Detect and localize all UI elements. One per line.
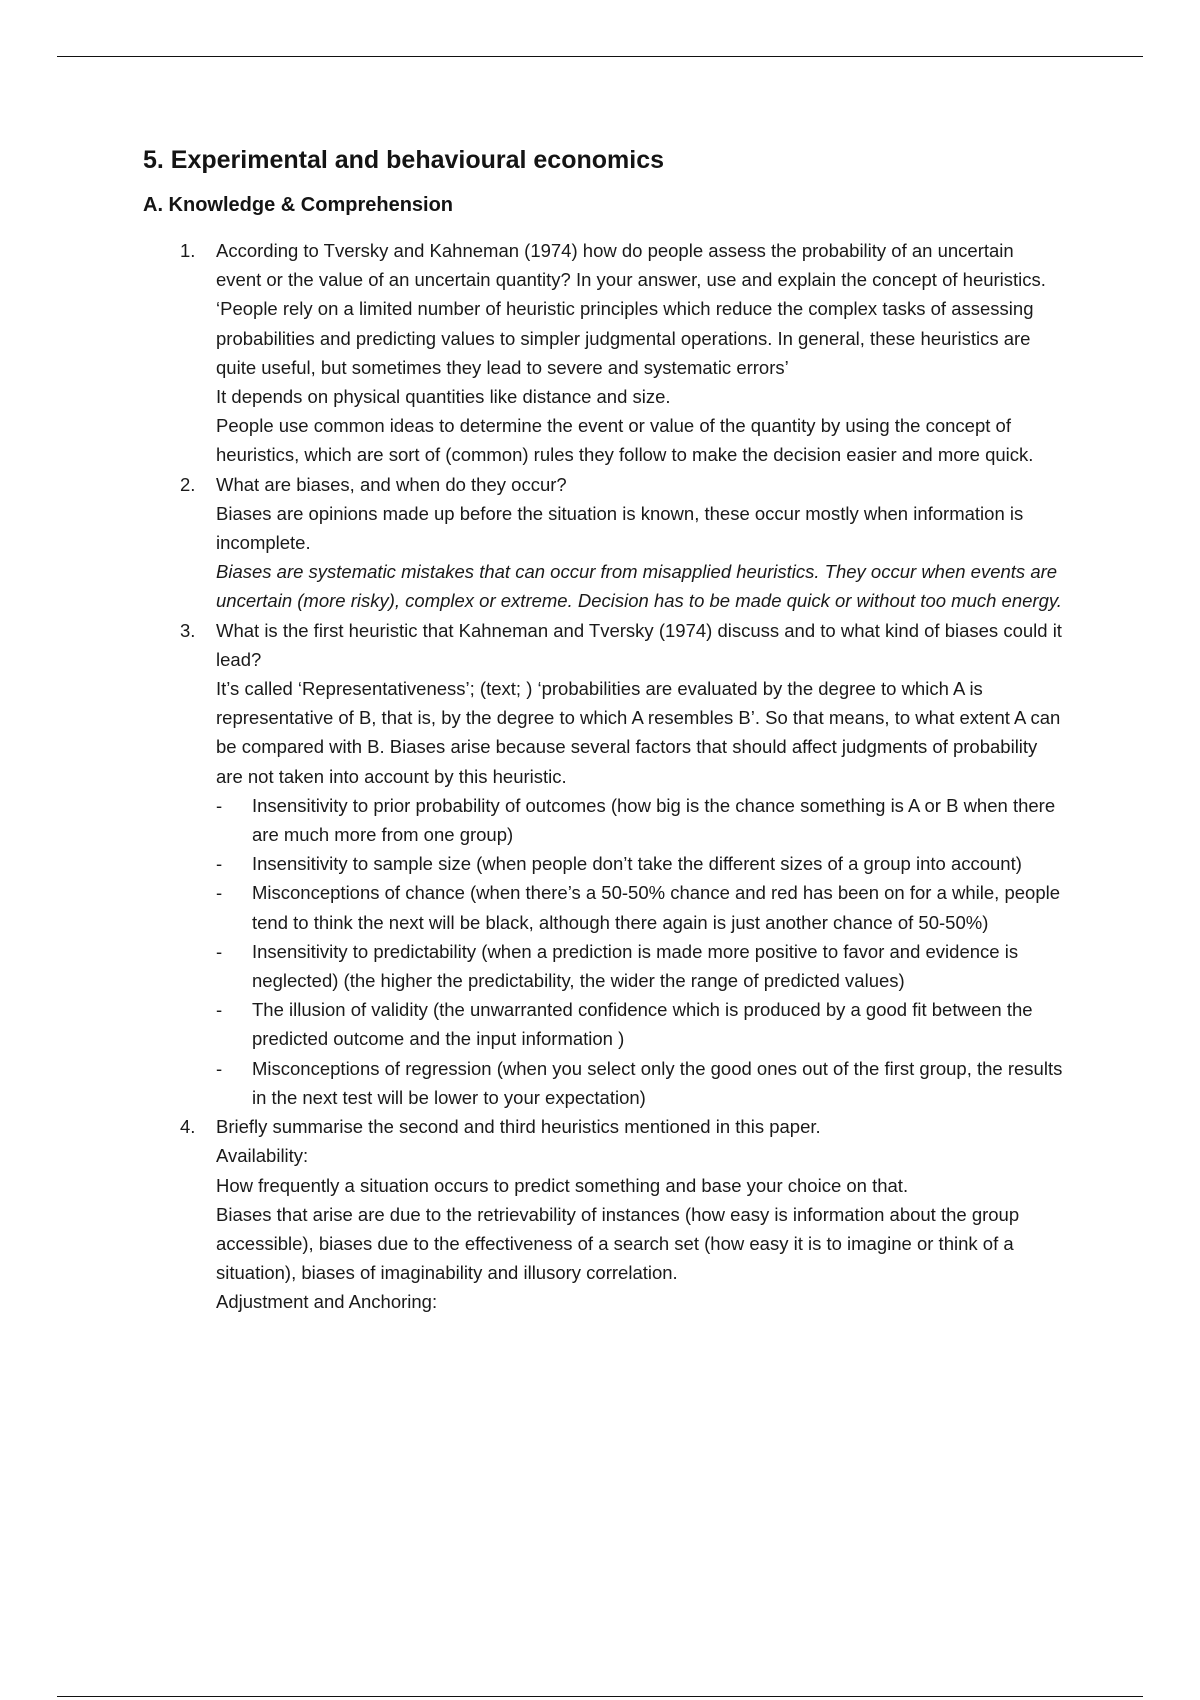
list-item [216, 937, 1063, 995]
list-item-text: Insensitivity to sample size (when people don’t take the different sizes of a group into account) [252, 853, 1022, 875]
bullet-marker: - [216, 999, 223, 1021]
bullet-marker: - [216, 794, 223, 816]
question-text: Briefly summarise the second and third heuristics mentioned in this paper. [216, 1116, 821, 1138]
list-item-text: The illusion of validity (the unwarranted confidence which is produced by a good fit between the predicted outcome and the input information ) [252, 999, 1033, 1050]
answer-paragraph: People use common ideas to determine the event or value of the quantity by using the concept of heuristics, which are sort of (common) rules they follow to make the decision easier and more quick. [216, 415, 1034, 466]
list-item-text: Insensitivity to predictability (when a prediction is made more positive to favor and evidence is neglected) (the higher the predictability, the wider the range of predicted values) [252, 940, 1019, 992]
document-body [143, 140, 1063, 1317]
answer-paragraph: Availability: [216, 1145, 309, 1167]
list-item [216, 791, 1063, 849]
section-heading: A. Knowledge & Comprehension [143, 194, 454, 216]
document-title: 5. Experimental and behavioural economics [143, 146, 665, 174]
list-item [216, 1054, 1063, 1112]
answer-paragraph: Biases that arise are due to the retrievability of instances (how easy is information about the group accessible), biases due to the effectiveness of a search set (how easy it is to imagine or think of a situation), biases of imaginability and illusory correlation. [216, 1203, 1020, 1284]
question-2 [143, 470, 1063, 616]
question-number: 1. [180, 240, 196, 261]
question-text: What are biases, and when do they occur? [216, 473, 567, 495]
question-text: What is the first heuristic that Kahneman and Tversky (1974) discuss and to what kind of biases could it lead? [216, 619, 1062, 670]
list-item-text: Insensitivity to prior probability of outcomes (how big is the chance something is A or B when there are much more from one group) [252, 794, 1056, 846]
question-1 [143, 236, 1063, 470]
question-number: 3. [180, 619, 196, 641]
list-item [216, 878, 1063, 936]
answer-paragraph: How frequently a situation occurs to predict something and base your choice on that. [216, 1174, 909, 1196]
answer-paragraph: Adjustment and Anchoring: [216, 1291, 438, 1313]
question-number: 4. [180, 1116, 196, 1138]
answer-paragraph-italic: Biases are systematic mistakes that can occur from misapplied heuristics. They occur when events are uncertain (more risky), complex or extreme. Decision has to be made quick or without too much energy. [216, 561, 1062, 612]
bullet-marker: - [216, 940, 223, 962]
question-4 [143, 1112, 1063, 1316]
header-rule [57, 56, 1143, 57]
answer-paragraph: ‘People rely on a limited number of heuristic principles which reduce the complex tasks of assessing probabilities and predicting values to simpler judgmental operations. In general, these heuristics are quite useful, but sometimes they lead to severe and systematic errors’ [216, 298, 1034, 378]
list-item [216, 995, 1063, 1053]
bullet-marker: - [216, 882, 223, 904]
footer-rule [57, 1696, 1143, 1697]
bias-list [216, 791, 1063, 1112]
bullet-marker: - [216, 1057, 223, 1079]
question-3 [143, 616, 1063, 1112]
list-item-text: Misconceptions of chance (when there’s a 50-50% chance and red has been on for a while, people tend to think the next will be black, although there again is just another chance of 50-50%) [252, 882, 1061, 933]
answer-paragraph: It depends on physical quantities like distance and size. [216, 386, 671, 408]
list-item [216, 849, 1063, 878]
answer-paragraph: It’s called ‘Representativeness’; (text; ) ‘probabilities are evaluated by the degree to which A is representative of B, that is, by the degree to which A resembles B’. So that means, to what extent A can be compared with B. Biases arise because several factors that should affect judgments of probability are not taken into account by this heuristic. [216, 678, 1061, 787]
answer-paragraph: Biases are opinions made up before the situation is known, these occur mostly when information is incomplete. [216, 502, 1024, 554]
question-number: 2. [180, 473, 196, 495]
list-item-text: Misconceptions of regression (when you select only the good ones out of the first group, the results in the next test will be lower to your expectation) [252, 1057, 1063, 1108]
question-text: According to Tversky and Kahneman (1974) how do people assess the probability of an uncertain event or the value of an uncertain quantity? In your answer, use and explain the concept of heuristics. [216, 240, 1046, 291]
bullet-marker: - [216, 853, 223, 875]
question-list [143, 236, 1063, 1317]
